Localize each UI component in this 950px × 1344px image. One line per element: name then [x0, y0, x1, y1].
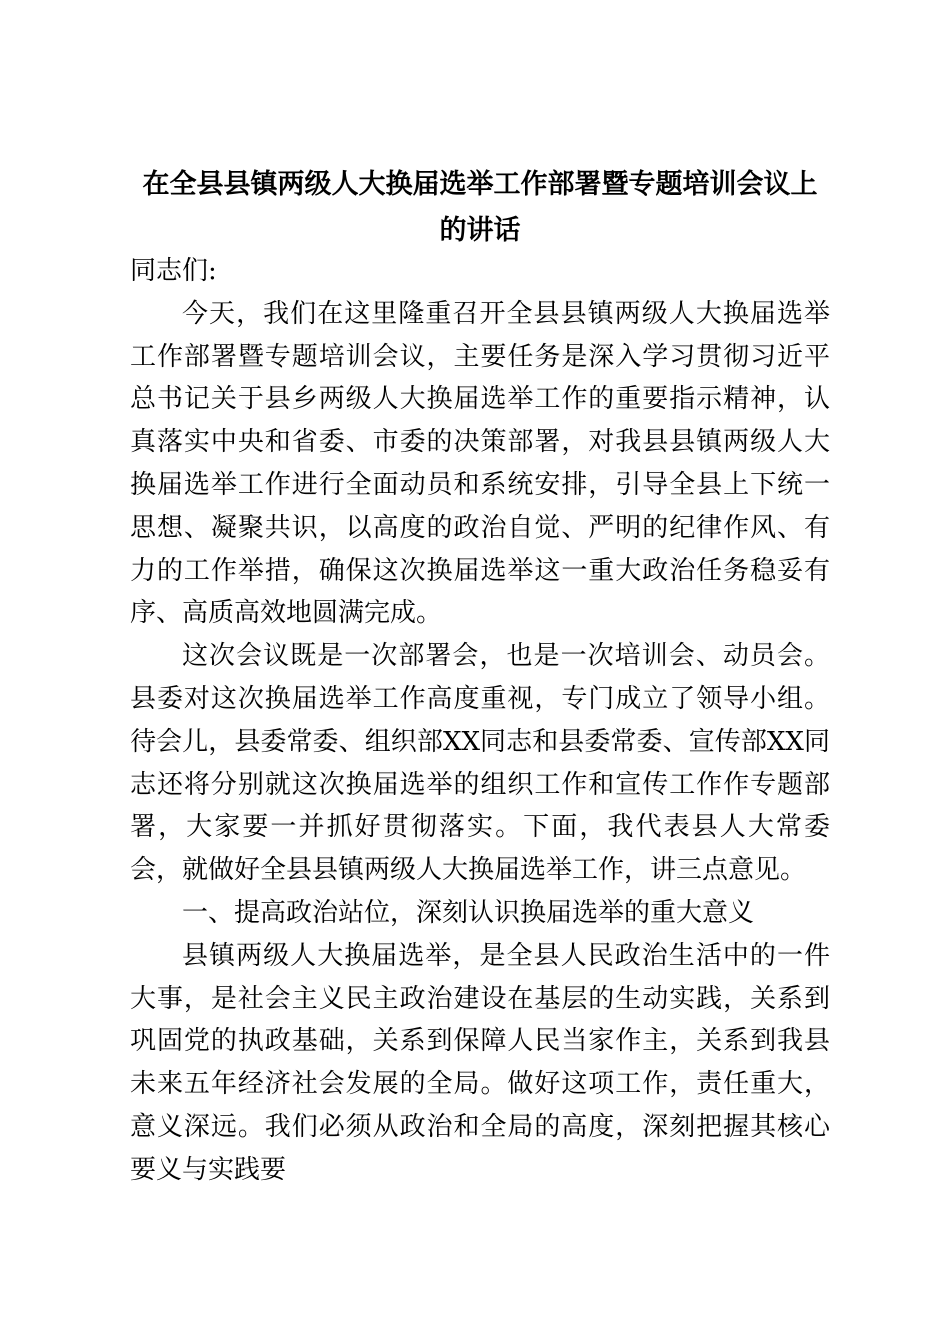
paragraph-meeting-nature: 这次会议既是一次部署会，也是一次培训会、动员会。县委对这次换届选举工作高度重视，专门成立了领导小组。待会儿，县委常委、组织部XX同志和县委常委、宣传部XX同志还将分别就这次换届选举的组织工作和宣传工作作专题部署，大家要一并抓好贯彻落实。下面，我代表县人大常委会，就做好全县县镇两级人大换届选举工作，讲三点意见。	[130, 641, 830, 886]
paragraph-opening: 今天，我们在这里隆重召开全县县镇两级人大换届选举工作部署暨专题培训会议，主要任务是深入学习贯彻习近平总书记关于县乡两级人大换届选举工作的重要指示精神，认真落实中央和省委、市委的决策部署，对我县县镇两级人大换届选举工作进行全面动员和系统安排，引导全县上下统一思想、凝聚共识，以高度的政治自觉、严明的纪律作风、有力的工作举措，确保这次换届选举这一重大政治任务稳妥有序、高质高效地圆满完成。	[130, 298, 830, 629]
salutation: 同志们:	[130, 256, 217, 286]
document-body	[130, 250, 830, 1192]
document-title: 在全县县镇两级人大换届选举工作部署暨专题培训会议上的讲话	[142, 169, 818, 246]
section-heading-1: 一、提高政治站位，深刻认识换届选举的重大意义	[182, 897, 755, 928]
paragraph-significance: 县镇两级人大换届选举，是全县人民政治生活中的一件大事，是社会主义民主政治建设在基层的生动实践，关系到巩固党的执政基础，关系到保障人民当家作主，关系到我县未来五年经济社会发展的全局。做好这项工作，责任重大，意义深远。我们必须从政治和全局的高度，深刻把握其核心要义与实践要	[130, 940, 830, 1185]
